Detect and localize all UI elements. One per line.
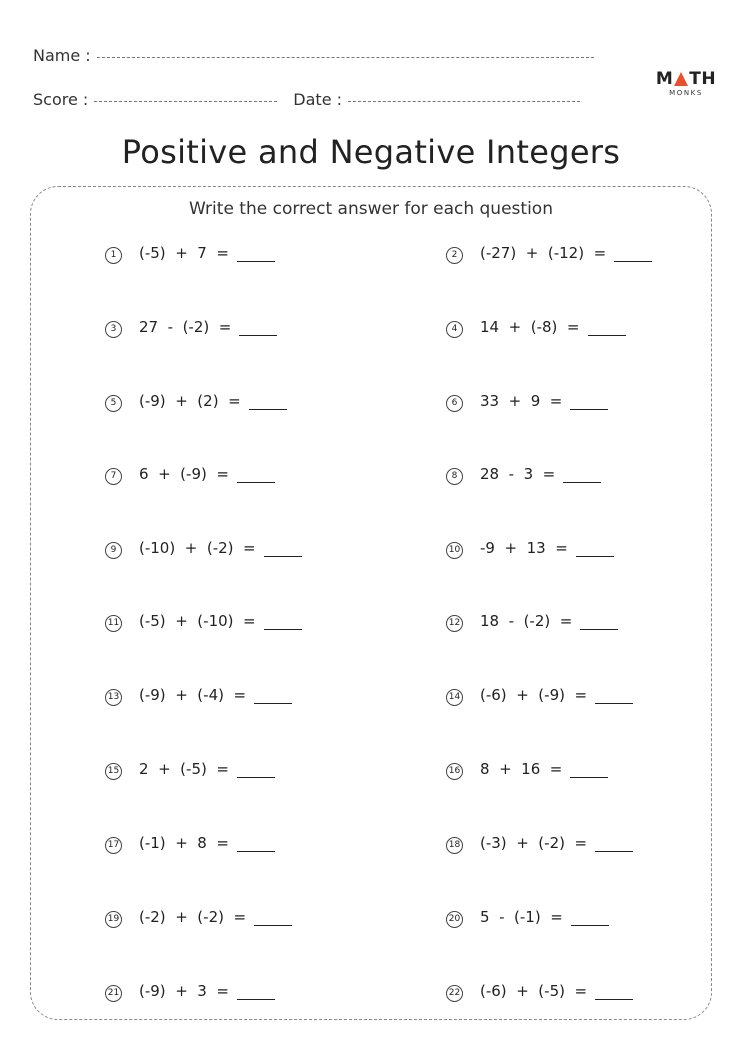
answer-blank[interactable] <box>254 702 292 704</box>
answer-blank[interactable] <box>264 555 302 557</box>
question-number: 9 <box>105 542 122 559</box>
question-number: 12 <box>446 615 463 632</box>
question-number: 2 <box>446 247 463 264</box>
logo-subtext: MONKS <box>669 89 703 97</box>
name-label: Name : <box>33 46 91 65</box>
instruction-text: Write the correct answer for each question <box>189 199 553 219</box>
answer-blank[interactable] <box>237 776 275 778</box>
question-item <box>446 612 618 630</box>
answer-blank[interactable] <box>570 408 608 410</box>
date-field[interactable] <box>348 100 580 102</box>
question-item <box>105 834 275 852</box>
question-expression: (-27) + (-12) = <box>480 244 607 262</box>
question-number: 11 <box>105 615 122 632</box>
question-number: 14 <box>446 689 463 706</box>
question-expression: -9 + 13 = <box>480 539 568 557</box>
question-number: 17 <box>105 837 122 854</box>
question-item <box>105 318 277 336</box>
question-number: 13 <box>105 689 122 706</box>
question-expression: (-6) + (-9) = <box>480 686 588 704</box>
answer-blank[interactable] <box>237 850 275 852</box>
question-item <box>446 834 633 852</box>
question-item <box>105 392 287 410</box>
question-number: 1 <box>105 247 122 264</box>
question-number: 5 <box>105 395 122 412</box>
question-item <box>446 760 608 778</box>
question-item <box>446 908 609 926</box>
score-field[interactable] <box>94 100 277 102</box>
question-item <box>446 982 633 1000</box>
question-number: 15 <box>105 763 122 780</box>
question-item <box>105 908 292 926</box>
question-expression: (-2) + (-2) = <box>139 908 247 926</box>
question-expression: 8 + 16 = <box>480 760 563 778</box>
question-expression: (-6) + (-5) = <box>480 982 588 1000</box>
answer-blank[interactable] <box>580 628 618 630</box>
question-expression: (-9) + (-4) = <box>139 686 247 704</box>
question-item <box>105 244 275 262</box>
question-item <box>446 686 633 704</box>
answer-blank[interactable] <box>595 998 633 1000</box>
question-item <box>105 686 292 704</box>
question-expression: 28 - 3 = <box>480 465 556 483</box>
question-number: 16 <box>446 763 463 780</box>
questions-box <box>30 186 712 1020</box>
question-item <box>105 612 302 630</box>
question-expression: 18 - (-2) = <box>480 612 573 630</box>
answer-blank[interactable] <box>595 850 633 852</box>
question-item <box>446 392 608 410</box>
answer-blank[interactable] <box>576 555 614 557</box>
question-expression: 14 + (-8) = <box>480 318 580 336</box>
logo-th: TH <box>689 69 717 89</box>
question-expression: (-1) + 8 = <box>139 834 229 852</box>
question-item <box>105 465 275 483</box>
logo-wordmark <box>656 70 716 88</box>
question-number: 4 <box>446 321 463 338</box>
question-expression: 5 - (-1) = <box>480 908 563 926</box>
question-expression: (-9) + (2) = <box>139 392 241 410</box>
question-expression: 33 + 9 = <box>480 392 563 410</box>
answer-blank[interactable] <box>614 260 652 262</box>
answer-blank[interactable] <box>570 776 608 778</box>
question-expression: 2 + (-5) = <box>139 760 229 778</box>
name-field[interactable] <box>97 56 594 58</box>
question-item <box>105 539 302 557</box>
answer-blank[interactable] <box>563 481 601 483</box>
answer-blank[interactable] <box>237 481 275 483</box>
question-item <box>105 760 275 778</box>
score-label: Score : <box>33 90 89 109</box>
answer-blank[interactable] <box>254 924 292 926</box>
answer-blank[interactable] <box>237 260 275 262</box>
question-number: 21 <box>105 985 122 1002</box>
logo-m: M <box>655 69 674 89</box>
question-expression: 27 - (-2) = <box>139 318 232 336</box>
answer-blank[interactable] <box>249 408 287 410</box>
question-item <box>446 318 626 336</box>
question-number: 20 <box>446 911 463 928</box>
question-number: 10 <box>446 542 463 559</box>
question-expression: (-10) + (-2) = <box>139 539 256 557</box>
answer-blank[interactable] <box>237 998 275 1000</box>
answer-blank[interactable] <box>588 334 626 336</box>
question-number: 7 <box>105 468 122 485</box>
answer-blank[interactable] <box>264 628 302 630</box>
name-field-row <box>33 46 594 65</box>
logo-triangle-icon <box>674 72 688 86</box>
score-date-row <box>33 90 580 109</box>
worksheet-title: Positive and Negative Integers <box>121 133 621 171</box>
answer-blank[interactable] <box>239 334 277 336</box>
question-item <box>446 244 652 262</box>
answer-blank[interactable] <box>571 924 609 926</box>
question-expression: (-5) + 7 = <box>139 244 229 262</box>
question-number: 22 <box>446 985 463 1002</box>
question-expression: (-5) + (-10) = <box>139 612 256 630</box>
question-item <box>446 539 614 557</box>
question-number: 8 <box>446 468 463 485</box>
question-number: 6 <box>446 395 463 412</box>
math-monks-logo <box>656 70 716 97</box>
question-expression: 6 + (-9) = <box>139 465 229 483</box>
question-expression: (-9) + 3 = <box>139 982 229 1000</box>
date-label: Date : <box>293 90 343 109</box>
answer-blank[interactable] <box>595 702 633 704</box>
question-number: 19 <box>105 911 122 928</box>
question-number: 18 <box>446 837 463 854</box>
question-item <box>105 982 275 1000</box>
question-item <box>446 465 601 483</box>
question-expression: (-3) + (-2) = <box>480 834 588 852</box>
question-number: 3 <box>105 321 122 338</box>
